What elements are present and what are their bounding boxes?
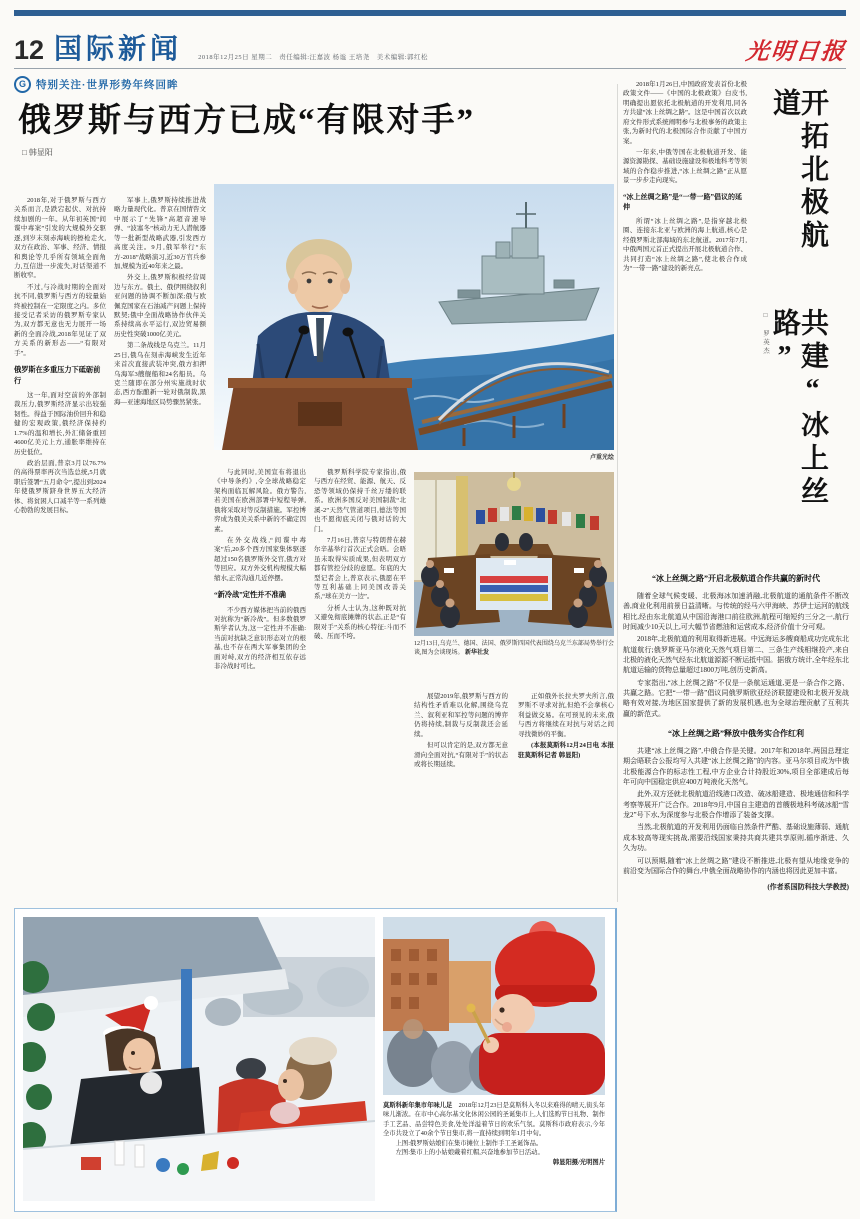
paragraph: “冰上丝绸之路”是“一带一路”倡议的延伸 <box>623 192 742 211</box>
arctic-section-3 <box>623 746 849 876</box>
feature-body <box>14 196 614 906</box>
paragraph: 一年来,中俄等国在北极航道开发、能源资源勘探、基础设施建设和极地科考等领域的合作稳步推进,“冰上丝绸之路”正从愿景一步步走向现实。 <box>623 148 747 185</box>
kicker <box>14 76 614 93</box>
arctic-headline <box>747 80 849 564</box>
paragraph: 政治层面,普京3月以76.7%的高得票率再次当选总统,5月就职后签署“五月命令”,提出到2024年使俄罗斯跻身世界五大经济体、将贫困人口减半等一系列雄心勃勃的发展目标。 <box>14 460 106 515</box>
meeting-photo <box>414 472 614 636</box>
photo-credit: 韩显阳摄/光明图片 <box>552 1158 605 1166</box>
illustration-credit: 卢重光绘 <box>589 455 614 461</box>
arctic-author-note: (作者系国防科技大学教授) <box>767 883 849 892</box>
page-header <box>14 22 846 69</box>
paragraph: 2018年,北极航道的利用取得新进展。中远海运多艘商船成功完成东北航道航行;俄罗斯亚马尔液化天然气项目第二、三条生产线相继投产,来自北极的液化天然气经东北航道源源不断运抵中国。据俄方统计,全年经东北航道运输的货物总量超过1800万吨,创历史新高。 <box>623 635 849 675</box>
paragraph: 不少西方媒体把当前的俄西对抗称为“新冷战”。但多数俄罗斯学者认为,这一定性并不准确:当前对抗缺乏意识形态对立的根基,也不存在两大军事集团的全面对峙,双方的经济相互依存远非冷战时可比。 <box>214 606 306 671</box>
paragraph: 2018年,对于俄罗斯与西方关系而言,是跌宕起伏、对抗持续加剧的一年。从年初英国“间谍中毒案”引发的大规模外交驱逐,到岁末刻赤海峡的擦枪走火,双方在政治、军事、经济、情报和舆论等几乎所有领域全面角力,互信进一步流失,对话渠道不断收窄。 <box>14 197 106 280</box>
column-divider <box>617 84 618 902</box>
paragraph: 外交上,俄罗斯积极经营周边与东方。俄土、俄伊围绕叙利亚问题的协调不断加深;俄与欧佩克国家在石油减产问题上保持默契;俄中全面战略协作伙伴关系持续高水平运行,双边贸易额历史性突破1000亿美元。 <box>114 274 206 338</box>
paragraph: 随着全球气候变暖、北极海冰加速消融,北极航道的通航条件不断改善,商业化利用前景日益清晰。与传统的经马六甲海峡、苏伊士运河的航线相比,经由东北航道从中国沿海港口前往欧洲,航程可缩短约三分之一,航行时间减少10天以上,可大幅节省燃油和运营成本,经济价值十分可观。 <box>623 591 849 631</box>
paragraph: 分析人士认为,这种既对抗又避免彻底摊牌的状态,正是“有限对手”关系的核心特征:斗而不破、压而不垮。 <box>314 604 406 641</box>
child-photo <box>383 917 605 1095</box>
caption-top-note: 上图:俄罗斯姑娘们在集市摊位上制作手工圣诞饰品。 <box>395 1139 543 1147</box>
feature-column-5 <box>414 692 508 906</box>
arctic-top <box>623 80 849 564</box>
feature-column-3 <box>214 468 306 906</box>
caption-left-note: 左图:集市上的小姑娘戴着红帽,兴奋地参加节日活动。 <box>395 1149 544 1157</box>
market-photo <box>23 917 375 1201</box>
arctic-subhead-3: “冰上丝绸之路”释放中俄务实合作红利 <box>668 729 804 739</box>
kicker-label: 特别关注·世界形势年终回眸 <box>36 79 179 91</box>
paragraph: 但可以肯定的是,双方都无意滑向全面对抗,“有限对手”的状态或将长期延续。 <box>414 742 508 768</box>
masthead-logo: 光明日报 <box>744 39 848 64</box>
dateline: 2018年12月25日 星期二 责任编辑:汪嘉波 杨谧 王培尧 美术编辑:郭红松 <box>198 54 429 61</box>
feature-column-2 <box>114 196 206 906</box>
paragraph: 当然,北极航道的开发利用仍面临自然条件严酷、基础设施薄弱、通航成本较高等现实挑战,需要沿线国家秉持共商共建共享原则,循序渐进、久久为功。 <box>623 823 849 853</box>
arctic-byline: □ 罗英杰 <box>762 312 769 356</box>
section-title: 国际新闻 <box>54 34 183 65</box>
arctic-headline-line2: 共建“冰上丝路” <box>769 307 828 509</box>
paragraph: 军事上,俄罗斯持续推进战略力量现代化。普京在国情咨文中展示了“先锋”高超音速导弹、“波塞冬”核动力无人潜航器等一批新型战略武器,引发西方高度关注。9月,俄军举行“东方-2018”战略演习,近30万官兵参加,规模为近40年来之最。 <box>114 197 206 270</box>
arctic-intro-column <box>623 80 747 564</box>
paragraph: 此外,双方还就北极航道沿线港口改造、破冰船建造、极地通信和科学考察等展开广泛合作。2018年9月,中国自主建造的首艘极地科考破冰船“雪龙2”号下水,为深度参与北极合作增添了装备支撑。 <box>623 790 849 820</box>
meeting-photo-caption <box>414 640 614 658</box>
paragraph: 可以预期,随着“冰上丝绸之路”建设不断推进,北极有望从地缘竞争的前沿变为国际合作的舞台,中俄全面战略协作的内涵也将因此更加丰富。 <box>623 856 849 875</box>
feature-byline: □ 韩显阳 <box>22 148 53 158</box>
paragraph: 俄罗斯在多重压力下砥砺前行 <box>14 366 101 385</box>
page-number: 12 <box>14 35 45 65</box>
feature-column-4 <box>314 468 406 906</box>
paragraph: 俄罗斯科学院专家指出,俄与西方在经贸、能源、航天、反恐等领域仍保持千丝万缕的联系。欧洲多国反对美国制裁“北溪-2”天然气管道项目,德法等国也不愿彻底关闭与俄对话的大门。 <box>314 469 406 533</box>
paragraph: (本报莫斯科12月24日电 本报驻莫斯科记者 韩显阳) <box>518 742 614 759</box>
g-badge-icon: G <box>14 76 31 93</box>
bottom-caption <box>383 1101 605 1167</box>
feature-column-1 <box>14 196 106 906</box>
paragraph: 专家指出,“冰上丝绸之路”不仅是一条航运通道,更是一条合作之路、共赢之路。它把“一带一路”倡议同俄罗斯欧亚经济联盟建设和北极开发战略有效对接,为地区国家提供了新的发展机遇,也为全球治理贡献了互利共赢的新范式。 <box>623 678 849 718</box>
caption-lead-line <box>383 1101 605 1139</box>
arctic-wide-section <box>623 573 849 893</box>
paragraph: 这一年,面对空前的外部制裁压力,俄罗斯经济显示出较强韧性。得益于国际油价回升和稳健的宏观政策,俄经济保持约1.7%的温和增长,外汇储备重回4600亿美元上方,通胀率维持在历史低位。 <box>14 392 106 456</box>
paragraph: “新冷战”定性并不准确 <box>214 591 286 600</box>
paragraph: 展望2019年,俄罗斯与西方的结构性矛盾难以化解,围绕乌克兰、叙利亚和军控等问题的博弈仍将持续,制裁与反制裁还会延续。 <box>414 693 508 738</box>
feature-headline: 俄罗斯与西方已成“有限对手” <box>18 103 475 139</box>
arctic-headline-line1: 开拓北极航道 <box>769 88 828 253</box>
paragraph: 7月16日,普京与特朗普在赫尔辛基举行首次正式会晤。会晤虽未取得实质成果,但表明双方都有管控分歧的意愿。年底的大型记者会上,普京表示,俄愿在平等互利基础上同美国改善关系,“球在美方一边”。 <box>314 536 406 601</box>
arctic-subhead-2: “冰上丝绸之路”开启北极航道合作共赢的新时代 <box>652 574 820 583</box>
paragraph: 在外交战线,“间谍中毒案”后,20多个西方国家集体驱逐超过150名俄罗斯外交官,俄方对等回应。双方外交机构规模大幅缩水,正常沟通几近停摆。 <box>214 536 306 582</box>
feature-article <box>14 76 614 906</box>
paragraph: 正如俄外长拉夫罗夫所言,俄罗斯不寻求对抗,但绝不会拿核心利益做交易。在可预见的未来,俄与西方将继续在对抗与对话之间寻找微妙的平衡。 <box>518 693 614 738</box>
feature-column-6 <box>518 692 614 906</box>
paragraph: 2018年1月26日,中国政府发表首份北极政策文件——《中国的北极政策》白皮书,明确提出愿依托北极航道的开发利用,同各方共建“冰上丝绸之路”。这是中国首次以政府文件形式系统阐明参与北极事务的政策主张,为新时代的北极国际合作贡献了中国方案。 <box>623 81 747 145</box>
meeting-caption-text: 12月13日,乌克兰、德国、法国、俄罗斯四国代表围绕乌克兰东部局势举行会谈,图为会谈现场。 <box>414 641 614 656</box>
paragraph: 第二条战线是乌克兰。11月25日,俄乌在刻赤海峡发生近年来首次直接武装冲突,俄方扣押乌海军3艘舰船和24名船员。乌克兰随即在部分州实施战时状态,西方酝酿新一轮对俄制裁,黑海—亚速海地区局势骤然紧张。 <box>114 342 206 406</box>
paragraph: 与此同时,美国宣布将退出《中导条约》,令全球战略稳定架构面临瓦解风险。俄方警告,若美国在欧洲部署中短程导弹,俄将采取对等反制措施。军控博弈成为俄美关系中新的不确定因素。 <box>214 469 306 533</box>
caption-lead: 莫斯科新年集市年味儿足 <box>383 1102 459 1109</box>
bottom-photo-box <box>14 908 617 1212</box>
paragraph: 不过,与冷战时期的全面对抗不同,俄罗斯与西方的较量始终被控制在一定限度之内。多位接受记者采访的俄罗斯专家认为,双方都无意也无力展开一场新的全面冷战,2018年见证了双方关系的新形态——“有限对手”。 <box>14 283 106 357</box>
paragraph: 共建“冰上丝绸之路”,中俄合作是关键。2017年和2018年,两国总理定期会晤联合公报均写入共建“冰上丝绸之路”的内容。亚马尔项目成为中俄北极能源合作的标志性工程,中方企业合计持股近30%,项目全部建成后每年可向中国稳定供应400万吨液化天然气。 <box>623 746 849 787</box>
caption-body: 2018年12月23日是莫斯科入冬以来难得的晴天,街头年味儿渐浓。在市中心高尔基文化休闲公园的圣诞集市上,人们选购节日礼物、制作手工艺品、品尝特色美食,处处洋溢着节日的欢乐气氛。莫斯科市政府表示,今年全市共设立了40余个节日集市,将一直持续到明年1月中旬。 <box>383 1102 606 1138</box>
top-rule <box>14 10 846 16</box>
arctic-article <box>623 80 849 1214</box>
paragraph: 所谓“冰上丝绸之路”,是指穿越北极圈、连接东北亚与欧洲的海上航道,核心是经俄罗斯北部海域的东北航道。2017年7月,中俄两国元首正式提出开展北极航道合作、共同打造“冰上丝绸之路”,使北极合作成为“一带一路”建设的新亮点。 <box>623 217 747 273</box>
meeting-caption-credit: 新华社发 <box>465 650 490 656</box>
arctic-section-2 <box>623 591 849 719</box>
putin-illustration <box>214 184 614 450</box>
